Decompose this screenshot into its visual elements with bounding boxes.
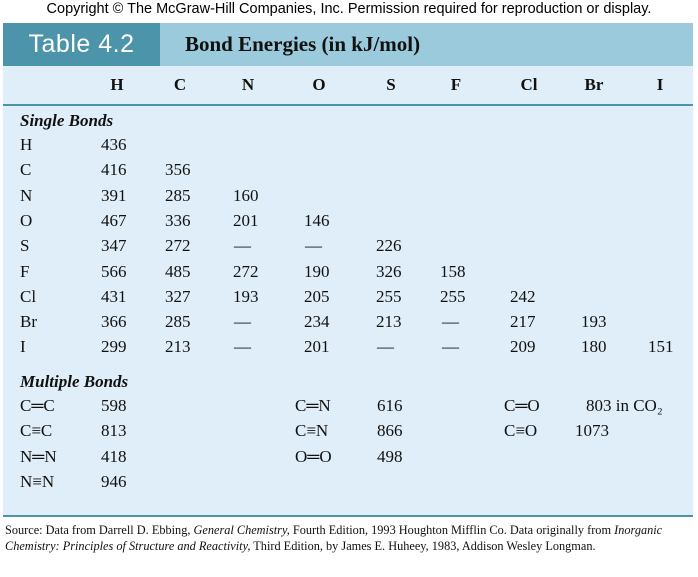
multiple-bond-energy: 616 [377, 396, 403, 415]
bond-energy-cell: — [234, 236, 251, 256]
table-number-label: Table 4.2 [3, 23, 160, 66]
row-label-o: O [20, 210, 33, 230]
multiple-bond-label: N≡N [20, 471, 55, 491]
source-note [5, 522, 693, 554]
row-label-s: S [20, 236, 30, 256]
multiple-bonds-title: Multiple Bonds [20, 372, 129, 391]
multiple-bond-energy: 813 [101, 421, 127, 441]
bond-energy-cell: — [377, 337, 394, 357]
column-header-s: S [386, 75, 396, 94]
row-label-cl: Cl [20, 286, 37, 306]
bond-energy-cell: 272 [165, 236, 191, 256]
bond-energy-cell: 213 [165, 337, 191, 357]
column-header-br: Br [584, 75, 604, 94]
source-text-1: Source: Data from Darrell D. Ebbing, [5, 523, 194, 537]
bond-energy-cell: 151 [648, 337, 674, 357]
bond-energy-cell: — [442, 312, 459, 332]
bond-energy-cell: 226 [376, 236, 402, 256]
table-header-band [3, 23, 693, 66]
bond-energy-cell: 467 [101, 210, 127, 230]
row-label-i: I [20, 337, 26, 357]
row-label-h: H [20, 135, 33, 154]
header-separator [3, 104, 693, 106]
bond-energy-cell: — [234, 312, 251, 332]
bond-energy-cell: 336 [165, 210, 191, 230]
multiple-bond-energy: 866 [377, 421, 403, 441]
bond-energy-cell: 255 [440, 286, 466, 306]
row-label-br: Br [20, 312, 37, 332]
bond-energy-cell: 285 [165, 312, 191, 332]
multiple-bond-energy: 1073 [575, 421, 609, 441]
bond-energy-cell: 431 [101, 286, 127, 306]
multiple-bond-energy: 803 in CO₂ [586, 396, 663, 415]
bond-energy-cell: 209 [510, 337, 536, 357]
bond-energy-cell: 272 [233, 261, 259, 281]
column-header-c: C [173, 75, 187, 94]
bond-energy-cell: 146 [304, 210, 330, 230]
bond-energy-cell: — [442, 337, 459, 357]
bond-energy-cell: 193 [581, 312, 607, 332]
multiple-bond-energy: 946 [101, 471, 127, 491]
bond-energy-cell: 201 [304, 337, 330, 357]
bond-energy-cell: 205 [304, 286, 330, 306]
source-book-2: Inorganic Chemistry: Principles of Structure and Reactivity, [5, 523, 663, 553]
bond-energy-cell: 242 [510, 286, 536, 306]
bond-energy-cell: — [305, 236, 322, 256]
bond-energy-cell: 285 [165, 185, 191, 205]
bond-energy-cell: 366 [101, 312, 127, 332]
bond-energy-cell: 201 [233, 210, 259, 230]
multiple-bond-label: C≡N [295, 421, 329, 441]
multiple-bond-energy: 498 [377, 446, 403, 466]
row-label-n: N [20, 185, 33, 205]
multiple-bond-energy: 418 [101, 446, 127, 466]
multiple-bond-label: N═N [20, 446, 57, 466]
row-label-f: F [20, 261, 30, 281]
copyright-notice: Copyright © The McGraw-Hill Companies, Inc. Permission required for reproduction or display. [46, 1, 652, 17]
footer-separator [3, 515, 693, 517]
multiple-bond-label: C═N [295, 396, 331, 415]
bond-energy-cell: 327 [165, 286, 191, 306]
multiple-bond-label: O═O [295, 446, 332, 466]
bond-energy-cell: 436 [101, 135, 127, 154]
source-book-1: General Chemistry, [193, 523, 290, 537]
multiple-bond-label: C≡C [20, 421, 53, 441]
column-header-n: N [241, 75, 255, 94]
bond-energy-cell: 160 [233, 185, 259, 205]
bond-energy-table [3, 23, 693, 517]
column-header-f: F [450, 75, 462, 94]
bond-energy-cell: 193 [233, 286, 259, 306]
multiple-bond-energy: 598 [101, 396, 127, 415]
bond-energy-cell: 213 [376, 312, 402, 332]
table-title: Bond Energies (in kJ/mol) [185, 32, 421, 56]
bond-energy-cell: 255 [376, 286, 402, 306]
multiple-bond-label: C≡O [504, 421, 538, 441]
source-text-2: Fourth Edition, 1993 Houghton Mifflin Co. Data originally from [289, 523, 615, 537]
source-text-3: Third Edition, by James E. Huheey, 1983, Addison Wesley Longman. [250, 539, 596, 553]
multiple-bond-label: C═C [20, 396, 55, 415]
bond-energy-cell: 190 [304, 261, 330, 281]
bond-energy-cell: 299 [101, 337, 127, 357]
column-header-o: O [312, 75, 326, 94]
row-label-c: C [20, 160, 32, 180]
bond-energy-cell: 566 [101, 261, 127, 281]
column-header-h: H [110, 75, 124, 94]
bond-energy-cell: — [234, 337, 251, 357]
bond-energy-cell: 485 [165, 261, 191, 281]
bond-energy-cell: 217 [510, 312, 536, 332]
bond-energy-cell: 356 [165, 160, 191, 180]
bond-energy-cell: 234 [304, 312, 330, 332]
bond-energy-cell: 416 [101, 160, 127, 180]
column-header-cl: Cl [520, 75, 538, 94]
multiple-bond-label: C═O [504, 396, 540, 415]
bond-energy-cell: 347 [101, 236, 127, 256]
bond-energy-cell: 391 [101, 185, 127, 205]
bond-energy-cell: 326 [376, 261, 402, 281]
column-header-i: I [656, 75, 664, 94]
bond-energy-cell: 158 [440, 261, 466, 281]
single-bonds-title: Single Bonds [20, 111, 114, 130]
bond-energy-cell: 180 [581, 337, 607, 357]
